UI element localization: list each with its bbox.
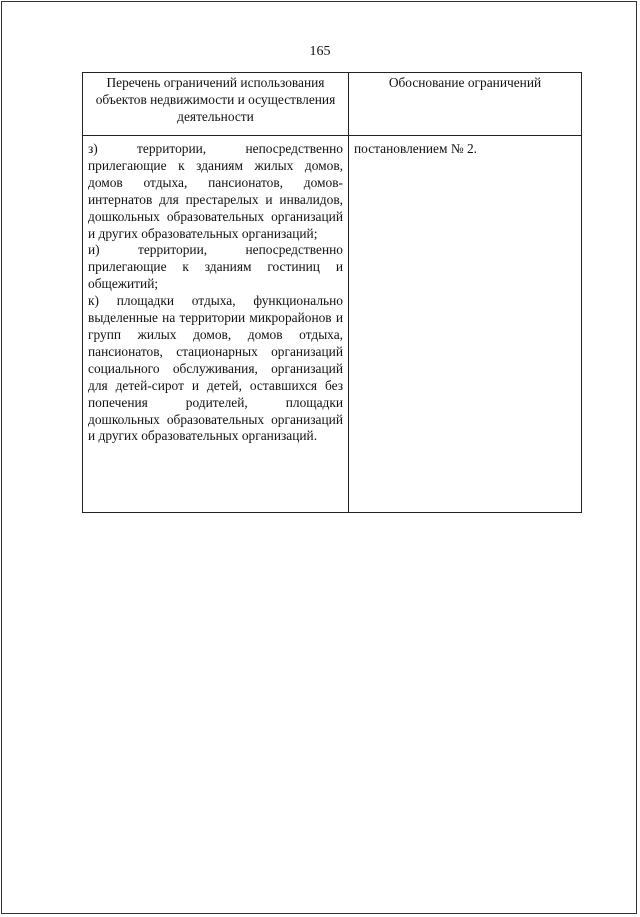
table-header-row xyxy=(83,73,582,136)
list-item-z: з) территории, непосредственно прилегающие к зданиям жилых домов, домов отдыха, пансионатов, домов-интернатов для престарелых и инвалидов, дошкольных образовательных организаций и других образовательных организаций; xyxy=(88,141,343,241)
restrictions-cell xyxy=(83,136,349,513)
justification-cell: постановлением № 2. xyxy=(349,136,582,513)
list-item-i: и) территории, непосредственно прилегающие к зданиям гостиниц и общежитий; xyxy=(88,242,343,292)
page-number: 165 xyxy=(309,44,331,59)
header-restrictions-list: Перечень ограничений использования объектов недвижимости и осуществления деятельности xyxy=(83,73,349,136)
header-justification: Обоснование ограничений xyxy=(349,73,582,136)
table-row xyxy=(83,136,582,513)
restrictions-table xyxy=(82,72,582,513)
list-item-k: к) площадки отдыха, функционально выделенные на территории микрорайонов и групп жилых домов, домов отдыха, пансионатов, стационарных организаций социального обслуживания, организаций для детей-сирот и детей, оставшихся без попечения родителей, площадки дошкольных образовательных организаций и других образовательных организаций. xyxy=(88,293,343,444)
